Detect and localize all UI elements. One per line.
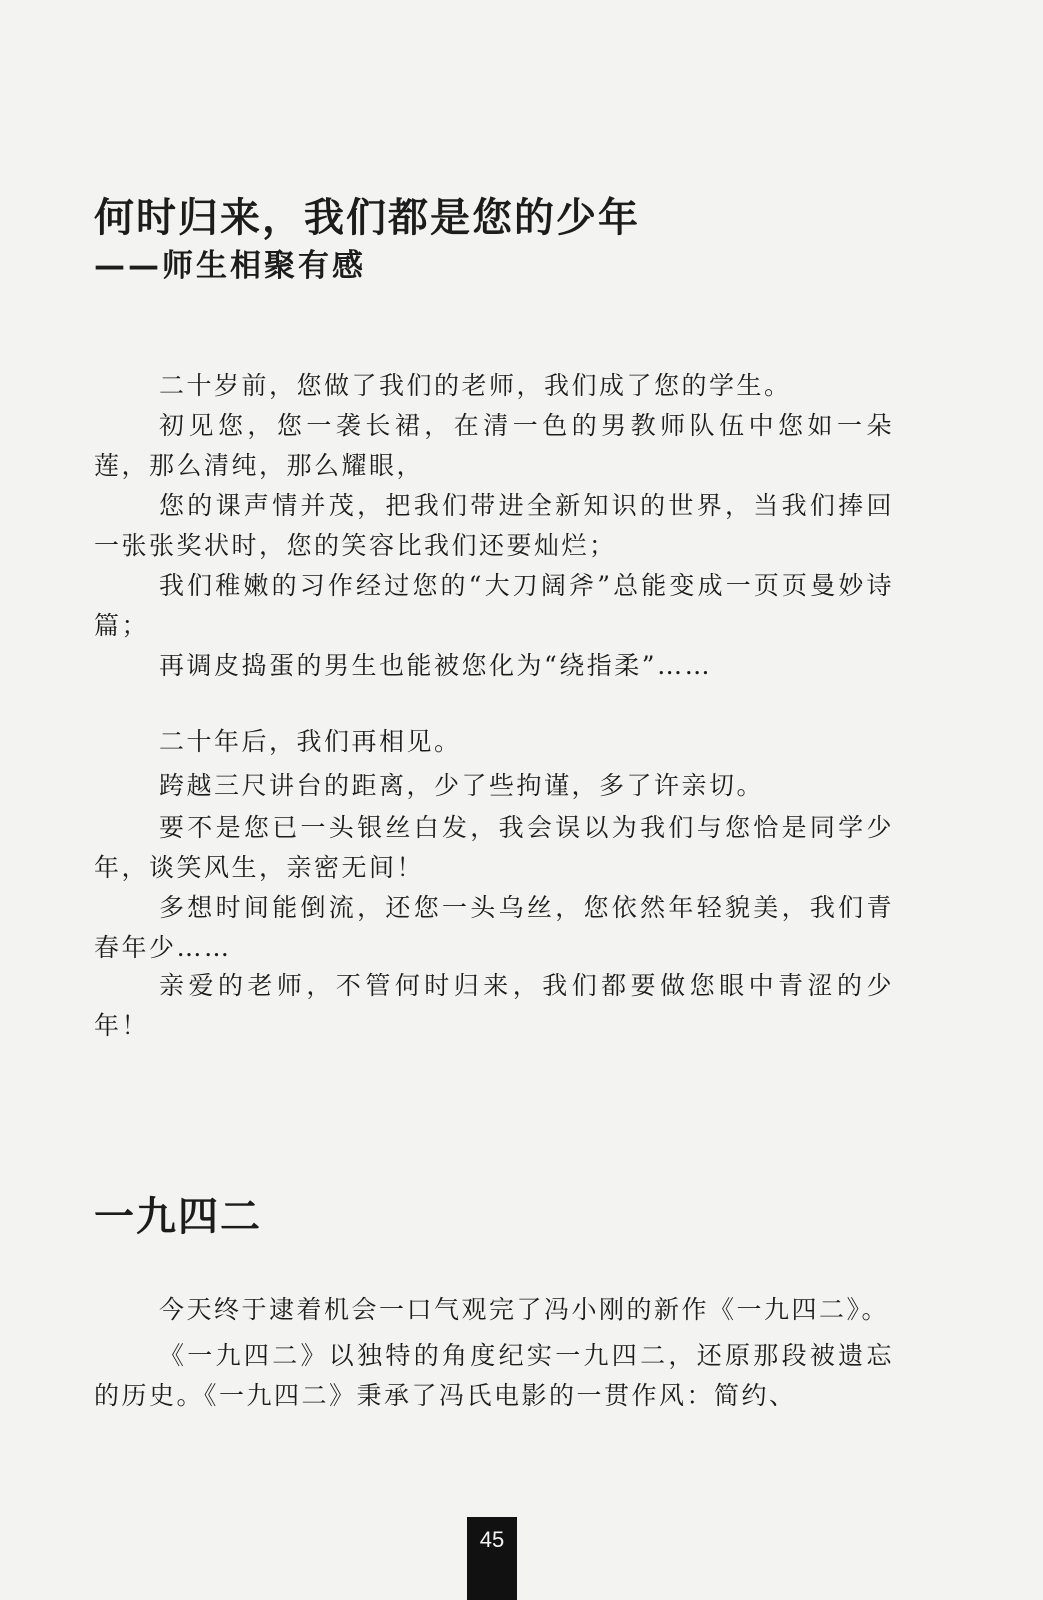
paragraph: 二十年后，我们再相见。 [159, 727, 462, 756]
paragraph: 我们稚嫩的习作经过您的“大刀阔斧”总能变成一页页曼妙诗篇； [94, 571, 894, 640]
paragraph: 跨越三尺讲台的距离，少了些拘谨，多了许亲切。 [159, 771, 765, 800]
paragraph: 初见您，您一袭长裙，在清一色的男教师队伍中您如一朵莲，那么清纯，那么耀眼， [94, 411, 894, 480]
article-subtitle: ——师生相聚有感 [94, 248, 366, 284]
paragraph: 您的课声情并茂，把我们带进全新知识的世界，当我们捧回一张张奖状时，您的笑容比我们还要灿烂； [94, 491, 894, 560]
paragraph: 亲爱的老师，不管何时归来，我们都要做您眼中青涩的少年！ [94, 971, 894, 1040]
paragraph: 多想时间能倒流，还您一头乌丝，您依然年轻貌美，我们青春年少…… [94, 893, 894, 962]
article-title: 何时归来，我们都是您的少年 [94, 195, 640, 241]
paragraph: 二十岁前，您做了我们的老师，我们成了您的学生。 [159, 371, 792, 400]
page-number: 45 [467, 1517, 517, 1600]
section-title: 一九四二 [94, 1194, 262, 1240]
paragraph: 今天终于逮着机会一口气观完了冯小刚的新作《一九四二》。 [159, 1295, 890, 1324]
paragraph: 《一九四二》以独特的角度纪实一九四二，还原那段被遗忘的历史。《一九四二》秉承了冯氏电影的一贯作风：简约、 [94, 1341, 894, 1410]
paragraph: 再调皮捣蛋的男生也能被您化为“绕指柔”…… [159, 651, 713, 680]
paragraph: 要不是您已一头银丝白发，我会误以为我们与您恰是同学少年，谈笑风生，亲密无间！ [94, 813, 894, 882]
